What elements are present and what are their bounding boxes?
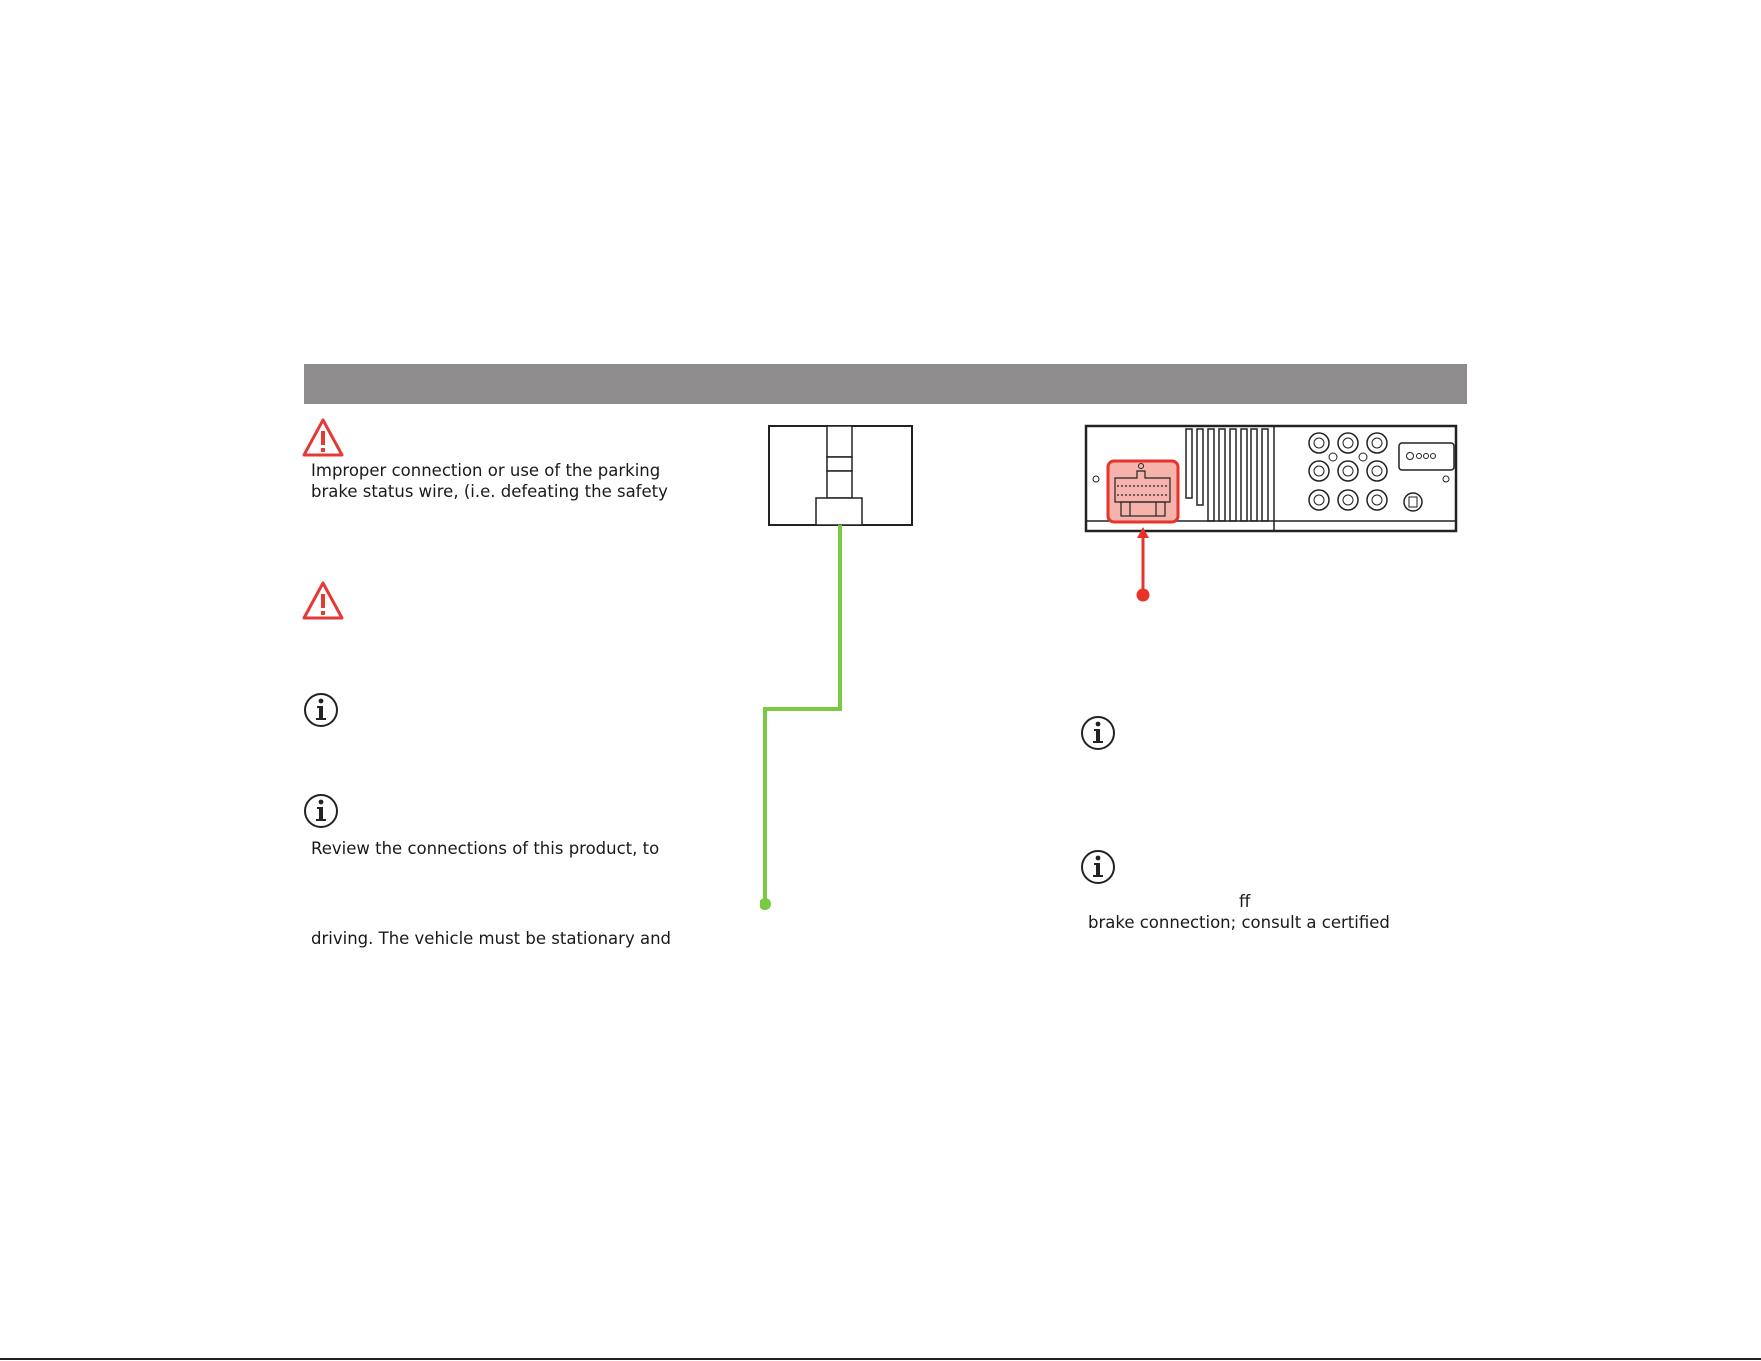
parking-brake-wire xyxy=(765,525,840,904)
antenna-port xyxy=(1399,443,1454,470)
head-unit-rear-diagram xyxy=(1083,423,1461,608)
warning-1-line-1: Improper connection or use of the parking xyxy=(311,461,661,480)
info-icon xyxy=(302,791,344,833)
right-info-2-line: brake connection; consult a certified xyxy=(1088,913,1390,932)
rca-jacks xyxy=(1309,433,1387,510)
info-icon xyxy=(302,690,344,732)
fuse-holder xyxy=(1404,493,1422,511)
brake-lever-middle xyxy=(827,457,852,471)
info-icon xyxy=(1079,713,1121,755)
parking-brake-diagram xyxy=(760,420,930,910)
warning-icon xyxy=(302,580,344,622)
brake-lever-lower xyxy=(827,471,852,498)
right-info-2-fragment: ff xyxy=(1239,892,1251,911)
info-2-line-1: Review the connections of this product, to xyxy=(311,839,660,858)
warning-icon xyxy=(302,417,344,459)
info-icon xyxy=(1079,847,1121,889)
brake-lever-upper xyxy=(827,426,852,457)
section-header-bar xyxy=(304,364,1467,404)
info-2-line-2: driving. The vehicle must be stationary and xyxy=(311,929,671,948)
footer-rule xyxy=(0,1358,1761,1360)
wiring-harness-connector xyxy=(1108,461,1178,522)
brake-switch-base xyxy=(816,498,862,525)
arrow-origin-dot xyxy=(1137,589,1150,602)
warning-1-line-2: brake status wire, (i.e. defeating the safety xyxy=(311,482,668,501)
wire-end-dot xyxy=(760,898,771,910)
